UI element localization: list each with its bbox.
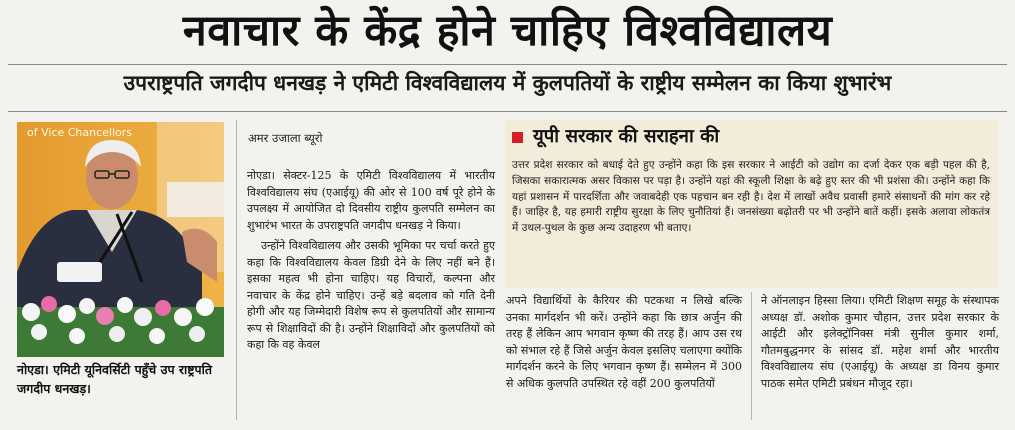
article-column-3: ने ऑनलाइन हिस्सा लिया। एमिटी शिक्षण समूह के संस्थापक अध्यक्ष डॉ. अशोक कुमार चौहान, उत्तर प्रदेश सरकार के आईटी और इलेक्ट्रॉनिक्स मंत्री सुनील कुमार शर्मा, गौतमबुद्धनगर के सांसद डॉ. महेश शर्मा और भारतीय विश्वविद्यालय संघ (एआईयू) के अध्यक्ष डा विनय कुमार पाठक समेत एमिटी प्रबंधन मौजूद रहा। [761, 294, 999, 390]
headline: नवाचार के केंद्र होने चाहिए विश्वविद्यालय [182, 6, 833, 56]
byline: अमर उजाला ब्यूरो [248, 131, 323, 145]
sidebox-heading-text: यूपी सरकार की सराहना की [533, 126, 720, 147]
article-column-2: अपने विद्यार्थियों के कैरियर की पटकथा न लिखे बल्कि उनका मार्गदर्शन भी करें। उन्होंने कहा कि छात्र अर्जुन की तरह हैं लेकिन आप भगवान कृष्ण की तरह हैं। आप उस रथ को संभाल रहे हैं जिसे अर्जुन केवल इसलिए चलाएगा क्योंकि मार्गदर्शन करने के लिए भगवान कृष्ण हैं। सम्मेलन में 300 से अधिक कुलपति उपस्थित रहे वहीं 200 कुलपतियों [506, 294, 742, 390]
banner-text: of Vice Chancellors [27, 126, 133, 139]
photo-caption: नोएडा। एमिटी यूनिवर्सिटी पहुँचे उप राष्ट्रपति जगदीप धनखड़। [17, 362, 213, 396]
vice-president-photo [17, 122, 224, 357]
news-photo [17, 122, 224, 357]
column-divider [751, 292, 752, 420]
column-divider [236, 120, 237, 420]
paragraph: उन्होंने विश्वविद्यालय और उसकी भूमिका पर चर्चा करते हुए कहा कि विश्वविद्यालय केवल डिग्री देने के लिए नहीं बने हैं। इसका महत्व भी होना चाहिए। यह विचारों, कल्पना और नवाचार के केंद्र होने चाहिए। उन्हें बड़े बदलाव को गति देनी होगी और यह जिम्मेदारी विशेष रूप से कुलपतियों और सामान्य रूप से शिक्षाविदों की है। उन्होंने शिक्षाविदों और कुलपतियों को कहा कि वह केवल [247, 239, 495, 351]
bullet-square-icon [512, 132, 523, 143]
article-column-1 [247, 168, 495, 354]
subheadline: उपराष्ट्रपति जगदीप धनखड़ ने एमिटी विश्वविद्यालय में कुलपतियों के राष्ट्रीय सम्मेलन का किया शुभारंभ [123, 71, 892, 95]
paragraph: नोएडा। सेक्टर-125 के एमिटी विश्वविद्यालय में भारतीय विश्वविद्यालय संघ (एआईयू) की ओर से 100 वर्ष पूरे होने के उपलक्ष्य में आयोजित दो दिवसीय राष्ट्रीय कुलपति सम्मेलन का शुभारंभ भारत के उपराष्ट्रपति जगदीप धनखड़ ने किया। [247, 169, 495, 232]
sidebox-heading [512, 122, 719, 152]
divider [8, 64, 1007, 65]
divider [8, 111, 1007, 112]
sidebox-text: उत्तर प्रदेश सरकार को बधाई देते हुए उन्होंने कहा कि इस सरकार ने आईटी को उद्योग का दर्जा देकर एक बड़ी पहल की है, जिसका सकारात्मक असर विकास पर पड़ा है। उन्होंने यहां की स्कूली शिक्षा के बढ़े हुए स्तर की भी प्रशंसा की। उन्होंने कहा कि यहां प्रशासन में पारदर्शिता और जवाबदेही एक पहचान बन रही है। देश में लाखों अवैध प्रवासी हमारे संसाधनों की मांग कर रहे हैं। जाहिर है, यह हमारी राष्ट्रीय सुरक्षा के लिए चुनौतियां हैं। जनसंख्या बढ़ोतरी पर भी उन्होंने बातें कहीं। इसके अलावा लोकतंत्र में उथल-पुथल के कुछ अन्य उदाहरण भी बताए। [512, 159, 990, 235]
